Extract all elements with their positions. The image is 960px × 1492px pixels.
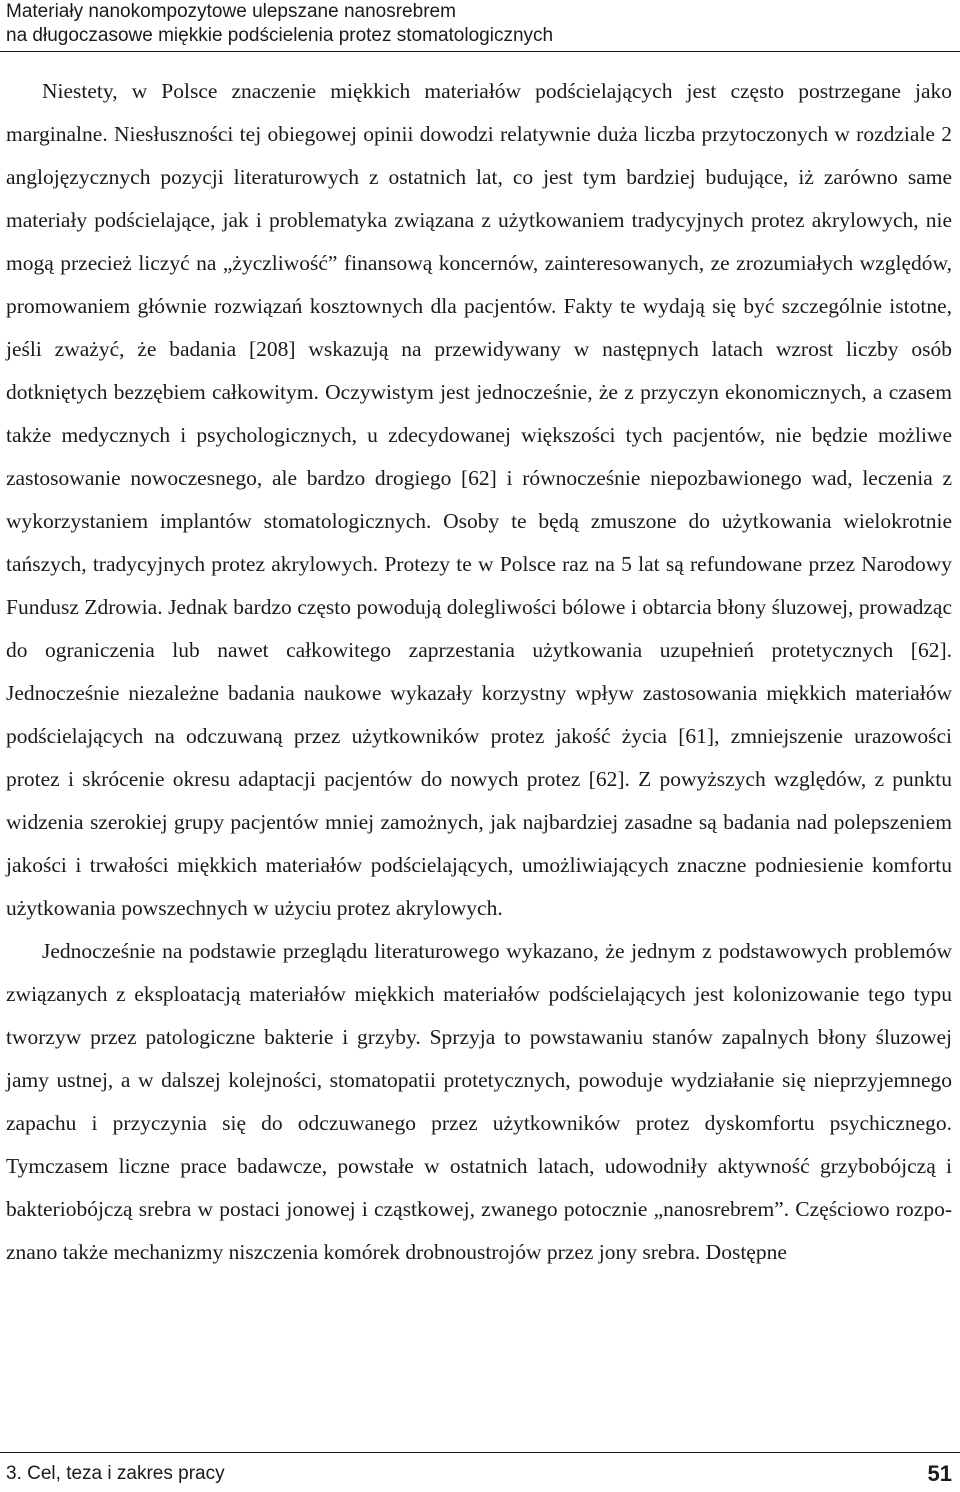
- running-header: [6, 0, 553, 48]
- paragraph-2: Jednocześnie na podstawie przeglądu literaturowego wykazano, że jednym z podstawowych problemów związanych z eksploatacją materiałów miękkich materiałów podścielających jest kolonizowanie tego typu tworzyw przez patologiczne bakterie i grzyby. Sprzyja to powstawaniu stanów zapalnych błony śluzowej jamy ustnej, a w dalszej kolejności, stomatopatii protetycznych, powoduje wydziałanie się nieprzyjemnego zapachu i przyczynia się do odczuwanego przez użytkowników protez dyskomfortu psychicznego. Tymczasem liczne prace badawcze, powstałe w ostatnich latach, udowodniły aktywność grzybobójczą i bakteriobójczą srebra w postaci jonowej i cząstkowej, zwanego potocznie „nanosrebrem”. Częściowo rozpoznano także mechanizmy niszczenia komórek drobnoustrojów przez jony srebra. Dostępne: [6, 939, 952, 1264]
- paragraph-1: Niestety, w Polsce znaczenie miękkich materiałów podścielających jest często postrzegane jako marginalne. Niesłuszności tej obiegowej opinii dowodzi relatywnie duża liczba przytoczonych w rozdziale 2 anglojęzycznych pozycji literaturowych z ostatnich lat, co jest tym bardziej budujące, iż zarówno same materiały podścielające, jak i problematyka związana z użytkowaniem tradycyjnych protez akrylowych, nie mogą przecież liczyć na „życzliwość” finansową koncernów, zainteresowanych, ze zrozumiałych względów, promowaniem głównie rozwiązań kosztownych dla pacjentów. Fakty te wydają się być szczególnie istotne, jeśli zważyć, że badania [208] wskazują na przewidywany w następnych latach wzrost liczby osób dotkniętych bezzębiem całkowitym. Oczywistym jest jednocześnie, że z przyczyn ekonomicznych, a czasem także medycznych i psychologicznych, u zdecydowanej większości tych pacjentów, nie będzie możliwe zastosowanie nowoczesnego, ale bardzo drogiego [62] i równocześnie niepozbawionego wad, leczenia z wykorzystaniem implantów stomatologicznych. Osoby te będą zmuszone do użytkowania wielokrotnie tańszych, tradycyjnych protez akrylowych. Protezy te w Polsce raz na 5 lat są refundowane przez Narodowy Fundusz Zdrowia. Jednak bardzo często powodują dolegliwości bólowe i obtarcia błony śluzowej, prowadząc do ograniczenia lub nawet całkowitego zaprzestania użytkowania uzupełnień protetycznych [62]. Jednocześnie niezależne badania naukowe wykazały korzystny wpływ zastosowania miękkich materiałów podścielających na odczuwaną przez użytkowników protez jakość życia [61], zmniejszenie urazowości protez i skrócenie okresu adaptacji pacjentów do nowych protez [62]. Z powyższych względów, z punktu widzenia szerokiej grupy pacjentów mniej zamożnych, jak najbardziej zasadne są badania nad polepszeniem jakości i trwałości miękkich materiałów podścielających, umożliwiających znaczne podniesienie komfortu użytkowania powszechnych w użyciu protez akrylowych.: [6, 79, 952, 920]
- page-number: 51: [927, 1461, 952, 1486]
- footer-section-title: 3. Cel, teza i zakres pracy: [6, 1463, 225, 1484]
- body-text: [6, 70, 952, 1274]
- header-rule: [0, 51, 960, 52]
- footer-rule: [0, 1452, 960, 1453]
- running-header-line-2: na długoczasowe miękkie podścielenia protez stomatologicznych: [6, 25, 554, 46]
- running-header-line-1: Materiały nanokompozytowe ulepszane nanosrebrem: [6, 1, 456, 22]
